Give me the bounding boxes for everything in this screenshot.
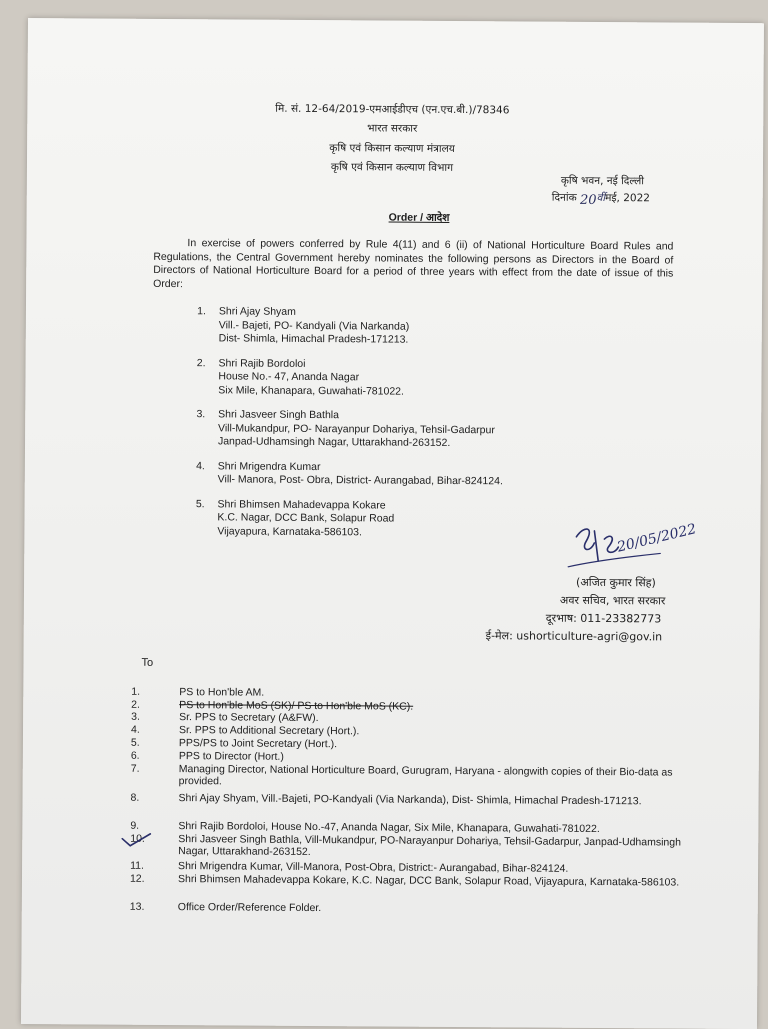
govt-name: भारत सरकार [367, 122, 418, 135]
file-number: मि. सं. 12-64/2019-एमआईडीएच (एन.एच.बी.)/78346 [275, 102, 510, 117]
nominee-item [187, 408, 503, 451]
nominee-name: Shri Ajay Shyam [218, 305, 296, 318]
nominee-address-line: Six Mile, Khanapara, Guwahati-781022. [218, 383, 404, 398]
list-item [130, 901, 690, 918]
date-label: दिनांक [551, 191, 577, 204]
date-month-year: मई, 2022 [605, 192, 651, 205]
nominee-number: 4. [196, 459, 205, 472]
list-item [130, 873, 690, 905]
list-item [130, 792, 690, 824]
signatory-email: ई-मेल: ushorticulture-agri@gov.in [485, 629, 663, 644]
nominee-item [188, 305, 504, 348]
nominee-name: Shri Jasveer Singh Bathla [218, 408, 340, 422]
nominee-number: 1. [197, 305, 206, 318]
item-text: PPS/PS to Joint Secretary (Hort.). [178, 737, 338, 751]
item-text: PPS to Director (Hort.) [178, 750, 284, 763]
item-text: PS to Hon'ble AM. [179, 686, 265, 699]
nominee-address-line: Vill-Mukandpur, PO- Narayanpur Dohariya, Tehsil-Gadarpur [218, 421, 495, 436]
nominee-number: 5. [195, 497, 205, 510]
item-number: 4. [130, 723, 140, 736]
order-date [552, 190, 650, 206]
date-handwritten: 20 [579, 192, 597, 208]
nominee-name: Shri Mrigendra Kumar [217, 459, 321, 473]
nominee-address-line: K.C. Nagar, DCC Bank, Solapur Road [217, 511, 395, 525]
department-name: कृषि एवं किसान कल्याण विभाग [330, 161, 454, 174]
item-number: 5. [130, 736, 140, 749]
signature-date-handwritten: 20/05/2022 [615, 521, 698, 556]
item-number: 9. [130, 819, 140, 832]
signatory-phone: दूरभाष: 011-23382773 [545, 611, 662, 626]
item-number: 13. [129, 900, 145, 913]
nominee-address-line: Janpad-Udhamsingh Nagar, Uttarakhand-263152. [217, 435, 451, 449]
check-mark-icon [120, 831, 160, 849]
date-suffix: वीं [596, 191, 606, 205]
signatory-name: (अजित कुमार सिंह) [576, 575, 656, 590]
item-number: 10. [130, 832, 145, 845]
nominee-name: Shri Rajib Bordoloi [218, 356, 306, 370]
nominee-list [186, 305, 504, 540]
item-text: PS to Hon'ble MoS (SK)/ PS to Hon'ble MoS (KC). [179, 699, 414, 713]
item-number: 6. [130, 749, 140, 762]
item-text: Shri Jasveer Singh Bathla, Vill-Mukandpur, PO-Narayanpur Dohariya, Tehsil-Gadarpur, Janpad-Udhamsingh Nagar, Uttarakhand-263152. [178, 833, 682, 858]
to-label: To [141, 656, 154, 669]
nominee-address-line: Vill- Manora, Post- Obra, District- Aurangabad, Bihar-824124. [217, 473, 503, 488]
item-text: Shri Mrigendra Kumar, Vill-Manora, Post-Obra, District:- Aurangabad, Bihar-824124. [178, 860, 569, 875]
nominee-number: 3. [196, 408, 206, 421]
nominee-address-line: House No.- 47, Ananda Nagar [218, 370, 360, 384]
signatory-designation: अवर सचिव, भारत सरकार [559, 593, 666, 608]
document-page [21, 18, 764, 1029]
nominee-address-line: Vijayapura, Karnataka-586103. [217, 524, 362, 538]
item-text: Shri Ajay Shyam, Vill.-Bajeti, PO-Kandyali (Via Narkanda), Dist- Shimla, Himachal Pradesh-171213. [178, 792, 642, 808]
item-number: 3. [131, 710, 140, 723]
list-item [131, 763, 691, 796]
item-text: Sr. PPS to Additional Secretary (Hort.). [178, 724, 360, 738]
item-number: 8. [130, 791, 140, 804]
item-text: Sr. PPS to Secretary (A&FW). [179, 711, 319, 725]
ministry-name: कृषि एवं किसान कल्याण मंत्रालय [329, 142, 455, 155]
intro-paragraph: In exercise of powers conferred by Rule 4(11) and 6 (ii) of National Horticulture Board Rules and Regulations, the Central Government hereby nominates the following persons as Directors in the Board of Directors of National Horticulture Board for a period of three years with effect from the date of issue of this Order: [153, 237, 674, 290]
list-item [130, 833, 690, 864]
order-title: Order / आदेश [388, 211, 450, 224]
item-text: Managing Director, National Horticulture Board, Gurugram, Haryana - alongwith copies of their Bio-data as provided. [178, 763, 673, 788]
nominee-address-line: Vill.- Bajeti, PO- Kandyali (Via Narkanda) [218, 318, 410, 333]
item-number: 12. [129, 872, 145, 885]
nominee-item [186, 498, 502, 541]
item-text: Shri Rajib Bordoloi, House No.-47, Ananda Nagar, Six Mile, Khanapara, Guwahati-781022. [178, 820, 600, 836]
nominee-address-line: Dist- Shimla, Himachal Pradesh-171213. [218, 332, 409, 346]
item-text: Shri Bhimsen Mahadevappa Kokare, K.C. Nagar, DCC Bank, Solapur Road, Vijayapura, Karnataka-586103. [177, 873, 680, 889]
nominee-name: Shri Bhimsen Mahadevappa Kokare [217, 497, 386, 512]
item-number: 1. [131, 685, 141, 698]
nominee-item [187, 357, 503, 400]
item-text: Office Order/Reference Folder. [177, 901, 322, 915]
nominee-item [187, 460, 503, 489]
distribution-list [130, 686, 692, 918]
item-number: 11. [130, 859, 144, 872]
item-number: 7. [130, 762, 140, 775]
item-number: 2. [131, 698, 141, 711]
nominee-number: 2. [196, 356, 206, 369]
place: कृषि भवन, नई दिल्ली [560, 174, 645, 188]
